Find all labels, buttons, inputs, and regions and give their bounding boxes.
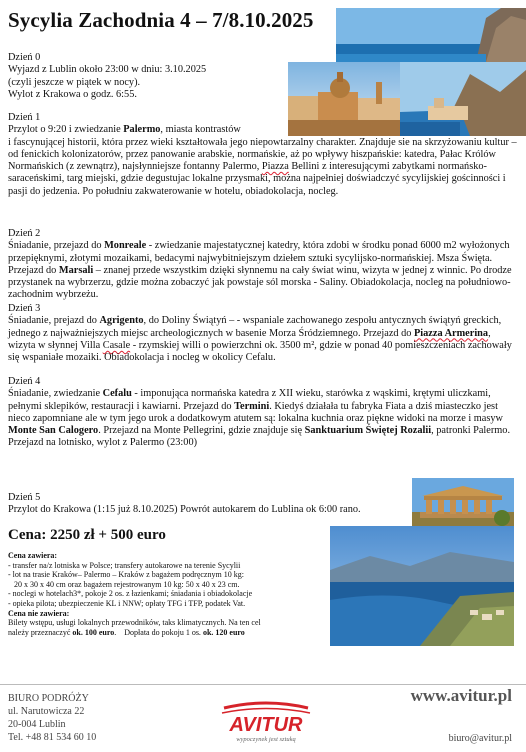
agency-name: BIURO PODRÓŻY [8,693,89,704]
excludes-line: Bilety wstępu, usługi lokalnych przewodników, taks klimatycznych. Na ten cel [8,618,261,628]
price-details [8,551,326,637]
day-1-text-c: , miasta kontrastów [160,124,241,136]
marsala-name: Marsali [58,264,94,276]
day-3-text-c: , do Doliny Świątyń – - wspaniale zachowanego zespołu antycznych świątyń greckich, jednego z najważniejszych miejsc archeologicznych w basenie Morza Śródziemnego. Przejazd do [8,315,502,339]
coast-panorama-photo [330,526,514,646]
day-5-text: Przylot do Krakowa (1:15 już 8.10.2025) Powrót autokarem do Lublina ok 6:00 rano. [8,504,361,516]
day-2-text [8,240,520,301]
day-3-text [8,315,520,364]
includes-item: - opieka pilota; ubezpieczenie KL i NNW; opłaty TFG i TFP, podatek Vat. [8,598,246,608]
day-2-text-c: - zwiedzanie majestatycznej katedry, która zdobi w środku ponad 6000 m2 wyłożonych przepięknymi, złotymi mozaikami, bedacymi najwybitniejszym dziełem sztuki sycylijsko-normańskiej. Msza Święta. Przejazd do [8,240,510,276]
day-3-text-a: Śniadanie, prejazd do [8,315,100,327]
day-0-section [8,52,288,101]
day-1-text [8,124,520,198]
agency-city: 20-004 Lublin [8,719,66,730]
day-0-line: (czyli jeszcze w piątek w nocy). [8,76,141,88]
excludes-line-c: . Dopłata do pokoju 1 os. [114,627,203,637]
piazza-armerina-name: Piazza Armerina [414,327,489,339]
day-3-section [8,303,520,364]
includes-item: 20 x 30 x 40 cm oraz bagażem rejestrowanym 10 kg: 50 x 40 x 23 cm. [8,579,240,589]
excludes-line [8,628,326,638]
excludes-cost-1: ok. 100 euro [72,627,115,637]
day-4-text-a: Śniadanie, zwiedzanie [8,388,103,400]
day-0-heading: Dzień 0 [8,52,41,63]
day-1-text-body: i fascynującej historii, która przez wieki kształtowała jego niepowtarzalny charakter. Znajduje sie na skrzyżowaniu kultur – od fenickich kolonizatorów, przez panowanie arabskie, normańskie, aż po wpływy hiszpańskie: katedra, Pałac Królów Normańskich (z zewnątrz), najsłynniejsze fontanny Palermo, [8,136,517,173]
monte-san-calogero-name: Monte San Calogero [8,425,99,437]
day-4-text-i: , patronki Palermo. Przejazd na lotnisko, wylot z Palermo (23:00) [8,425,511,449]
day-4-text-c: - imponująca normańska katedra z XII wieku, starówka z wąskimi, krętymi uliczkami, pełnymi sklepików, restauracji i kawiarni. Przejazd do [8,388,491,412]
cefalu-name: Cefalu [102,388,132,400]
day-2-text-a: Śniadanie, przejazd do [8,240,105,252]
sanktuarium-name: Sanktuarium Świętej Rozalii [304,425,432,437]
temple-photo [412,478,514,532]
day-0-line: Wylot z Krakowa o godz. 6:55. [8,88,137,100]
palermo-name: Palermo [123,124,161,136]
cliffs-photo [336,8,526,62]
page-title: Sycylia Zachodnia 4 – 7/8.10.2025 [8,8,314,32]
day-2-heading: Dzień 2 [8,228,41,239]
day-5-heading: Dzień 5 [8,492,41,503]
agency-phone: Tel. +48 81 534 60 10 [8,732,97,743]
day-2-text-e: – znanej przede wszystkim dzięki słynnemu na cały świat winu, wizyta w jednej z winnic. Po drodze przystanek na wybrzerzu, gdzie można zobaczyć jak powstaje sól morska - Saliny. Obiadokolacja, nocleg na południowo-zachodnim wybrzeżu. [8,264,512,301]
avitur-logo [218,700,314,744]
website-link[interactable]: www.avitur.pl [410,686,512,705]
day-4-text-g: . Przejazd na Monte Pellegrini, gdzie znajduje się [98,425,305,437]
includes-item: - lot na trasie Kraków– Palermo – Kraków z bagażem podręcznym 10 kg: [8,570,244,580]
includes-item: - transfer na/z lotniska w Polsce; transfery autokarowe na terenie Sycylii [8,560,241,570]
logo-tagline: wypoczynek jest sztuką [236,736,296,743]
price-headline: Cena: 2250 zł + 500 euro [8,527,166,543]
monreale-name: Monreale [104,240,147,252]
day-4-heading: Dzień 4 [8,376,41,387]
casale-word: Casale [102,339,131,351]
day-3-text-g: - rzymskiej willi o powierzchni ok. 3500 m², gdzie w ponad 40 pomieszczeniach zachowały się wspaniałe mozaiki. Obiadokolacja i nocleg w okolicy Cefalu. [8,339,512,364]
agency-street: ul. Narutowicza 22 [8,706,85,717]
day-3-text-e: , wizyta w słynnej Villa [8,327,491,351]
includes-heading: Cena zawiera: [8,551,58,560]
day-4-text-e: . Kiedyś działała tu fabryka Fiata a dziś miasteczko jest nieco zapomniane ale w tym jego urok a dodatkowym atutem są: lokalna kuchnia oraz piękne widoki na morze i masyw [8,400,503,424]
agrigento-name: Agrigento [99,315,144,327]
footer-divider [0,684,526,685]
excludes-cost-2: ok. 120 euro [202,627,245,637]
day-1-text-end: Bellini z interesującymi zabytkami normańsko-saraceńskimi, targ miejski, gdzie degustujac lokalne przysmaki, można najpełniej doświadczyć sycylijskiej gościnności i pasji do jedzenia. Po południu zakwaterowanie w hotelu, obiadokolacja, nocleg. [8,161,506,197]
piazza-word: Piazza [261,161,289,173]
email-link[interactable]: biuro@avitur.pl [448,733,512,744]
day-1-heading: Dzień 1 [8,112,41,123]
agency-address [8,692,96,744]
excludes-heading: Cena nie zawiera: [8,608,70,618]
termini-name: Termini [234,400,270,412]
day-4-section [8,376,520,450]
day-2-section [8,228,520,302]
day-0-line: Wyjazd z Lublin około 23:00 w dniu: 3.10.2025 [8,64,207,76]
day-1-text-a: Przylot o 9:20 i zwiedzanie [8,124,124,136]
day-4-text [8,388,520,449]
includes-item: - noclegi w hotelach3*, pokoje 2 os. z łazienkami; śniadania i obiadokolacje [8,589,253,599]
logo-text: AVITUR [229,714,303,736]
day-5-section [8,492,408,517]
excludes-line-a: należy przeznaczyć [8,627,73,637]
day-1-section [8,112,520,198]
day-3-heading: Dzień 3 [8,303,41,314]
